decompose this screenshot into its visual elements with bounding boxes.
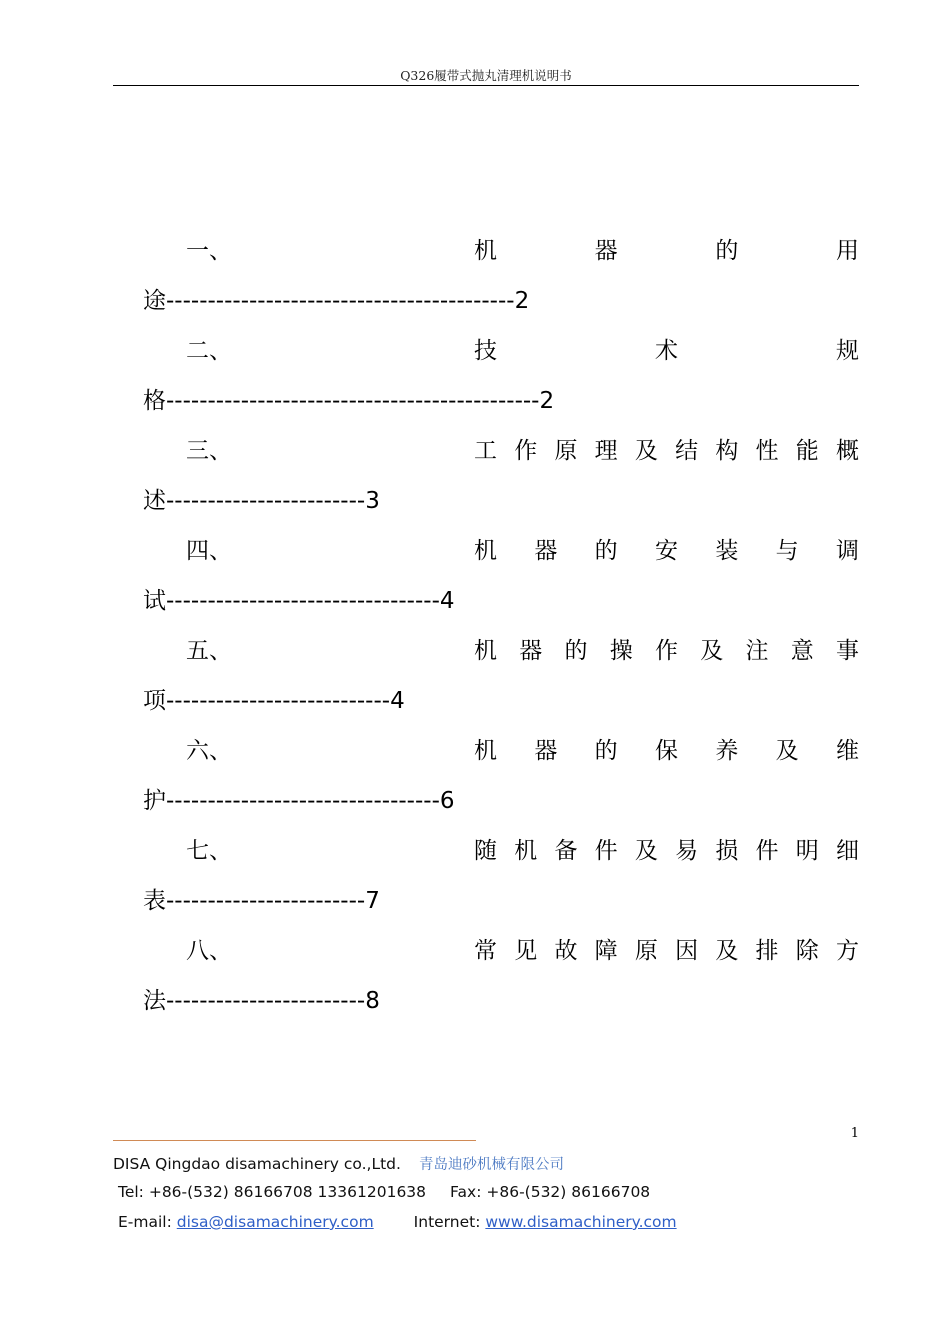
toc-title-char: 理 (594, 438, 618, 464)
toc-page-number: 4 (439, 588, 455, 614)
toc-title-char: 及 (634, 838, 658, 864)
toc-title-char: 件 (755, 838, 779, 864)
toc-title-char: 原 (634, 938, 658, 964)
toc-entry-number: 八、 (186, 938, 232, 964)
toc-entry[interactable] (143, 726, 859, 826)
toc-title-char: 的 (594, 538, 618, 564)
toc-page-number: 4 (390, 688, 405, 714)
toc-title-char: 规 (836, 338, 859, 364)
toc-entry-title-part1 (474, 426, 859, 476)
toc-title-char: 故 (554, 938, 578, 964)
toc-entry-title-tail: 项 (143, 688, 166, 714)
toc-entry-title-tail: 法 (143, 988, 166, 1014)
toc-title-char: 与 (775, 538, 799, 564)
toc-title-char: 机 (474, 538, 497, 564)
toc-entry[interactable] (143, 826, 859, 926)
toc-title-char: 明 (795, 838, 819, 864)
toc-dot-leader: ------------------------ (166, 988, 366, 1014)
toc-title-char: 常 (474, 938, 497, 964)
toc-dot-leader: --------------------------------- (166, 788, 440, 814)
footer-phone-line (118, 1183, 650, 1201)
toc-entry-title-part1 (474, 726, 859, 776)
toc-entry-number: 六、 (186, 738, 232, 764)
toc-title-char: 性 (755, 438, 779, 464)
toc-title-char: 器 (534, 538, 558, 564)
toc-entry-title-tail: 述 (143, 488, 166, 514)
internet-label: Internet: (413, 1213, 486, 1231)
toc-entry-number: 五、 (186, 638, 232, 664)
toc-title-char: 的 (564, 638, 588, 664)
toc-title-char: 机 (474, 238, 497, 264)
toc-title-char: 作 (655, 638, 678, 664)
toc-page-number: 3 (365, 488, 380, 514)
table-of-contents (143, 226, 859, 1026)
page-number: 1 (850, 1126, 859, 1141)
toc-title-char: 概 (835, 438, 859, 464)
toc-title-char: 保 (654, 738, 678, 764)
page-header-title: Q326履带式抛丸清理机说明书 (400, 68, 572, 83)
toc-title-char: 及 (700, 638, 724, 664)
toc-title-char: 的 (594, 738, 618, 764)
toc-title-char: 障 (594, 938, 618, 964)
toc-title-char: 维 (835, 738, 859, 764)
toc-title-char: 损 (715, 838, 739, 864)
toc-entry-number: 二、 (186, 338, 232, 364)
toc-title-char: 技 (474, 338, 497, 364)
toc-title-char: 原 (554, 438, 578, 464)
toc-entry-title-tail: 途 (143, 288, 166, 314)
toc-title-char: 件 (594, 838, 618, 864)
toc-page-number: 8 (365, 988, 380, 1014)
toc-title-char: 易 (675, 838, 699, 864)
toc-title-char: 意 (790, 638, 814, 664)
toc-title-char: 见 (514, 938, 538, 964)
toc-title-char: 安 (654, 538, 678, 564)
toc-entry-number: 一、 (186, 238, 232, 264)
toc-entry-title-tail: 格 (143, 388, 166, 414)
toc-entry[interactable] (143, 326, 859, 426)
toc-entry-title-part1 (474, 626, 859, 676)
toc-title-char: 能 (795, 438, 819, 464)
toc-dot-leader: ------------------------ (166, 888, 366, 914)
company-name-cn: 青岛迪砂机械有限公司 (418, 1157, 564, 1173)
toc-dot-leader: --------------------------------- (166, 588, 440, 614)
toc-entry-title-tail: 护 (143, 788, 166, 814)
toc-title-char: 器 (519, 638, 543, 664)
toc-title-char: 器 (534, 738, 558, 764)
toc-title-char: 术 (655, 338, 678, 364)
toc-dot-leader: --------------------------- (166, 688, 391, 714)
toc-entry-title-part1 (474, 826, 859, 876)
email-link[interactable]: disa@disamachinery.com (176, 1213, 374, 1231)
toc-entry[interactable] (143, 426, 859, 526)
toc-entry[interactable] (143, 526, 859, 626)
toc-title-char: 排 (755, 938, 779, 964)
toc-entry-title-part1 (474, 226, 859, 276)
toc-page-number: 2 (514, 288, 530, 314)
toc-title-char: 操 (609, 638, 633, 664)
toc-title-char: 机 (474, 738, 497, 764)
website-link[interactable]: www.disamachinery.com (485, 1213, 677, 1231)
fax-number: Fax: +86-(532) 86166708 (450, 1183, 651, 1201)
toc-title-char: 构 (715, 438, 739, 464)
toc-title-char: 方 (835, 938, 859, 964)
toc-page-number: 2 (539, 388, 555, 414)
toc-entry-title-part1 (474, 526, 859, 576)
toc-entry-number: 七、 (186, 838, 232, 864)
toc-title-char: 用 (835, 238, 859, 264)
toc-entry[interactable] (143, 626, 859, 726)
toc-title-char: 工 (474, 438, 497, 464)
toc-title-char: 事 (836, 638, 859, 664)
toc-title-char: 及 (775, 738, 799, 764)
header-rule (113, 85, 859, 86)
toc-page-number: 6 (439, 788, 455, 814)
toc-title-char: 除 (795, 938, 819, 964)
toc-title-char: 及 (634, 438, 658, 464)
toc-title-char: 结 (675, 438, 699, 464)
toc-title-char: 机 (514, 838, 538, 864)
toc-dot-leader: --------------------------------------------- (166, 388, 540, 414)
toc-dot-leader: ------------------------ (166, 488, 366, 514)
toc-title-char: 装 (715, 538, 739, 564)
footer-company-line (113, 1153, 564, 1174)
toc-title-char: 器 (594, 238, 618, 264)
toc-title-char: 细 (835, 838, 859, 864)
email-label: E-mail: (118, 1213, 177, 1231)
toc-page-number: 7 (365, 888, 380, 914)
toc-entry-number: 四、 (186, 538, 232, 564)
toc-entry[interactable] (143, 926, 859, 1026)
toc-title-char: 备 (554, 838, 578, 864)
toc-title-char: 因 (675, 938, 699, 964)
toc-title-char: 调 (835, 538, 859, 564)
toc-entry-title-part1 (474, 326, 859, 376)
toc-entry[interactable] (143, 226, 859, 326)
toc-dot-leader: ------------------------------------------ (166, 288, 515, 314)
toc-title-char: 随 (474, 838, 497, 864)
toc-entry-title-tail: 试 (143, 588, 166, 614)
footer-contact-line (118, 1213, 677, 1231)
toc-entry-title-part1 (474, 926, 859, 976)
toc-title-char: 及 (715, 938, 739, 964)
toc-title-char: 的 (715, 238, 739, 264)
tel-number: Tel: +86-(532) 86166708 13361201638 (118, 1183, 427, 1201)
toc-title-char: 作 (514, 438, 538, 464)
company-name-en: DISA Qingdao disamachinery co.,Ltd. (113, 1155, 401, 1173)
toc-title-char: 机 (474, 638, 497, 664)
toc-entry-number: 三、 (186, 438, 232, 464)
toc-title-char: 注 (745, 638, 769, 664)
toc-title-char: 养 (715, 738, 739, 764)
toc-entry-title-tail: 表 (143, 888, 166, 914)
footer-rule (113, 1140, 476, 1141)
